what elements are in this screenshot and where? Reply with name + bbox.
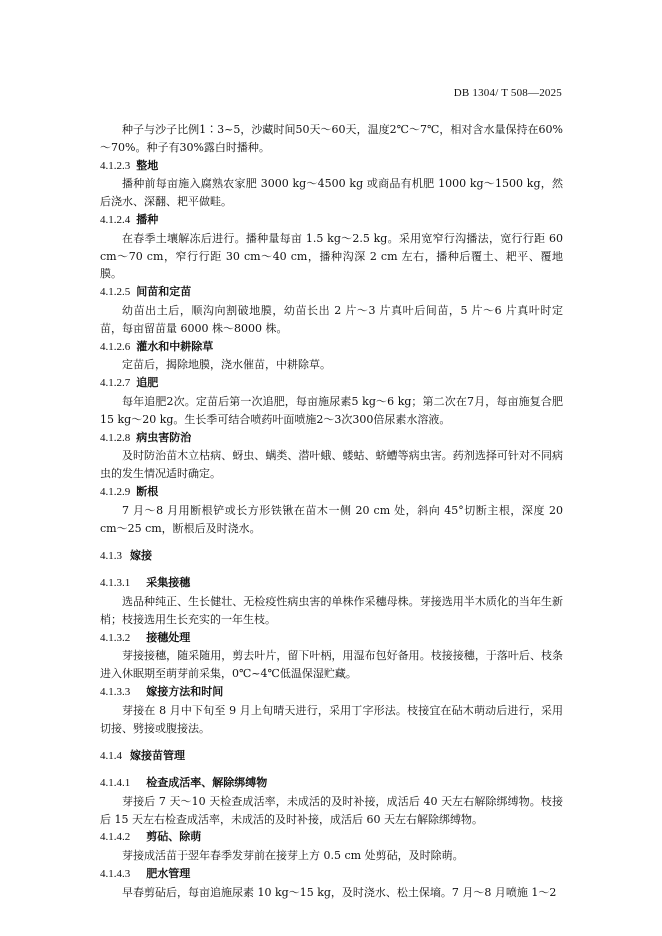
- subsection-heading: [100, 865, 563, 884]
- heading-title: 嫁接苗管理: [130, 749, 185, 763]
- subsection-heading: [100, 211, 563, 230]
- heading-number: 4.1.4.1: [100, 777, 131, 790]
- subsection-heading: [100, 483, 563, 502]
- heading-number: 4.1.4.2: [100, 831, 131, 844]
- subsection-heading: [100, 338, 563, 357]
- paragraph: 幼苗出土后，顺沟向割破地膜，幼苗长出 2 片～3 片真叶后间苗，5 片～6 片真叶时定苗，每亩留苗量 6000 株～8000 株。: [100, 303, 563, 335]
- heading-number: 4.1.3.2: [100, 631, 131, 644]
- heading-title: 整地: [136, 158, 159, 172]
- heading-title: 接穗处理: [146, 630, 191, 644]
- paragraph: 在春季土壤解冻后进行。播种量每亩 1.5 kg～2.5 kg。采用宽窄行沟播法，宽行行距 60 cm～70 cm，窄行行距 30 cm～40 cm，播种沟深 2 cm 左右，播种后覆土、耙平、覆地膜。: [100, 231, 563, 281]
- paragraph: 播种前每亩施入腐熟农家肥 3000 kg～4500 kg 或商品有机肥 1000 kg～1500 kg，然后浇水、深翻、耙平做畦。: [100, 177, 563, 209]
- section-heading: [100, 747, 563, 766]
- paragraph: 每年追肥2次。定苗后第一次追肥，每亩施尿素5 kg～6 kg；第二次在7月，每亩施复合肥15 kg～20 kg。生长季可结合喷药叶面喷施2～3次300倍尿素水溶液。: [100, 394, 563, 426]
- heading-number: 4.1.2.3: [100, 159, 131, 172]
- subsection-heading: [100, 574, 563, 593]
- section-heading: [100, 547, 563, 566]
- heading-title: 播种: [136, 212, 159, 226]
- heading-title: 病虫害防治: [136, 430, 192, 444]
- heading-number: 4.1.2.9: [100, 485, 131, 498]
- heading-number: 4.1.2.7: [100, 377, 131, 390]
- heading-title: 追肥: [136, 376, 159, 390]
- subsection-heading: [100, 429, 563, 448]
- heading-title: 嫁接方法和时间: [146, 684, 224, 698]
- subsection-heading: [100, 283, 563, 302]
- heading-number: 4.1.2.8: [100, 431, 131, 444]
- heading-number: 4.1.2.5: [100, 286, 131, 299]
- heading-title: 剪砧、除萌: [146, 830, 202, 844]
- subsection-heading: [100, 774, 563, 793]
- heading-number: 4.1.2.6: [100, 340, 131, 353]
- paragraph: 定苗后，揭除地膜，浇水催苗，中耕除草。: [122, 358, 331, 372]
- paragraph: 芽接在 8 月中下旬至 9 月上旬晴天进行，采用丁字形法。枝接宜在砧木萌动后进行，采用切接、劈接或腹接法。: [100, 703, 563, 735]
- paragraph: 芽接成活苗于翌年春季发芽前在接芽上方 0.5 cm 处剪砧，及时除萌。: [122, 849, 464, 863]
- heading-number: 4.1.3.1: [100, 577, 131, 590]
- heading-title: 嫁接: [130, 549, 152, 563]
- heading-number: 4.1.2.4: [100, 213, 131, 226]
- paragraph: 芽接接穗，随采随用，剪去叶片，留下叶柄，用湿布包好备用。枝接接穗，于落叶后、枝条进入休眠期至萌芽前采集，0℃~4℃低温保湿贮藏。: [100, 649, 563, 681]
- paragraph: 及时防治苗木立枯病、蚜虫、螨类、潜叶蛾、蝼蛄、蛴螬等病虫害。药剂选择可针对不同病虫的发生情况适时确定。: [100, 449, 563, 481]
- paragraph: 种子与沙子比例1∶3~5，沙藏时间50天～60天，温度2℃～7℃，相对含水量保持在60%～70%。种子有30%露白时播种。: [100, 123, 563, 154]
- heading-title: 采集接穗: [146, 576, 191, 590]
- heading-title: 间苗和定苗: [136, 285, 192, 299]
- heading-number: 4.1.4: [100, 750, 122, 763]
- subsection-heading: [100, 157, 563, 176]
- document-code-header: DB 1304/ T 508—2025: [453, 87, 562, 99]
- paragraph: 7 月～8 月用断根铲或长方形铁锹在苗木一侧 20 cm 处，斜向 45°切断主根，深度 20 cm～25 cm，断根后及时浇水。: [100, 503, 563, 535]
- subsection-heading: [100, 629, 563, 648]
- heading-title: 肥水管理: [146, 867, 191, 881]
- subsection-heading: [100, 374, 563, 393]
- paragraph: 早春剪砧后，每亩追施尿素 10 kg～15 kg，及时浇水、松土保墒。7 月～8 月喷施 1～2: [122, 885, 557, 899]
- heading-number: 4.1.4.3: [100, 868, 131, 881]
- paragraph: 选品种纯正、生长健壮、无检疫性病虫害的单株作采穗母株。芽接选用半木质化的当年生新梢；枝接选用生长充实的一年生枝。: [100, 594, 563, 626]
- subsection-heading: [100, 828, 563, 847]
- heading-title: 检查成活率、解除绑缚物: [146, 776, 268, 790]
- heading-title: 断根: [136, 484, 159, 498]
- subsection-heading: [100, 683, 563, 702]
- document-body: [100, 121, 563, 902]
- heading-title: 灌水和中耕除草: [136, 339, 214, 353]
- paragraph: 芽接后 7 天～10 天检查成活率，未成活的及时补接，成活后 40 天左右解除绑缚物。枝接后 15 天左右检查成活率，未成活的及时补接，成活后 60 天左右解除绑缚物。: [100, 794, 563, 826]
- heading-number: 4.1.3.3: [100, 685, 131, 698]
- heading-number: 4.1.3: [100, 550, 122, 563]
